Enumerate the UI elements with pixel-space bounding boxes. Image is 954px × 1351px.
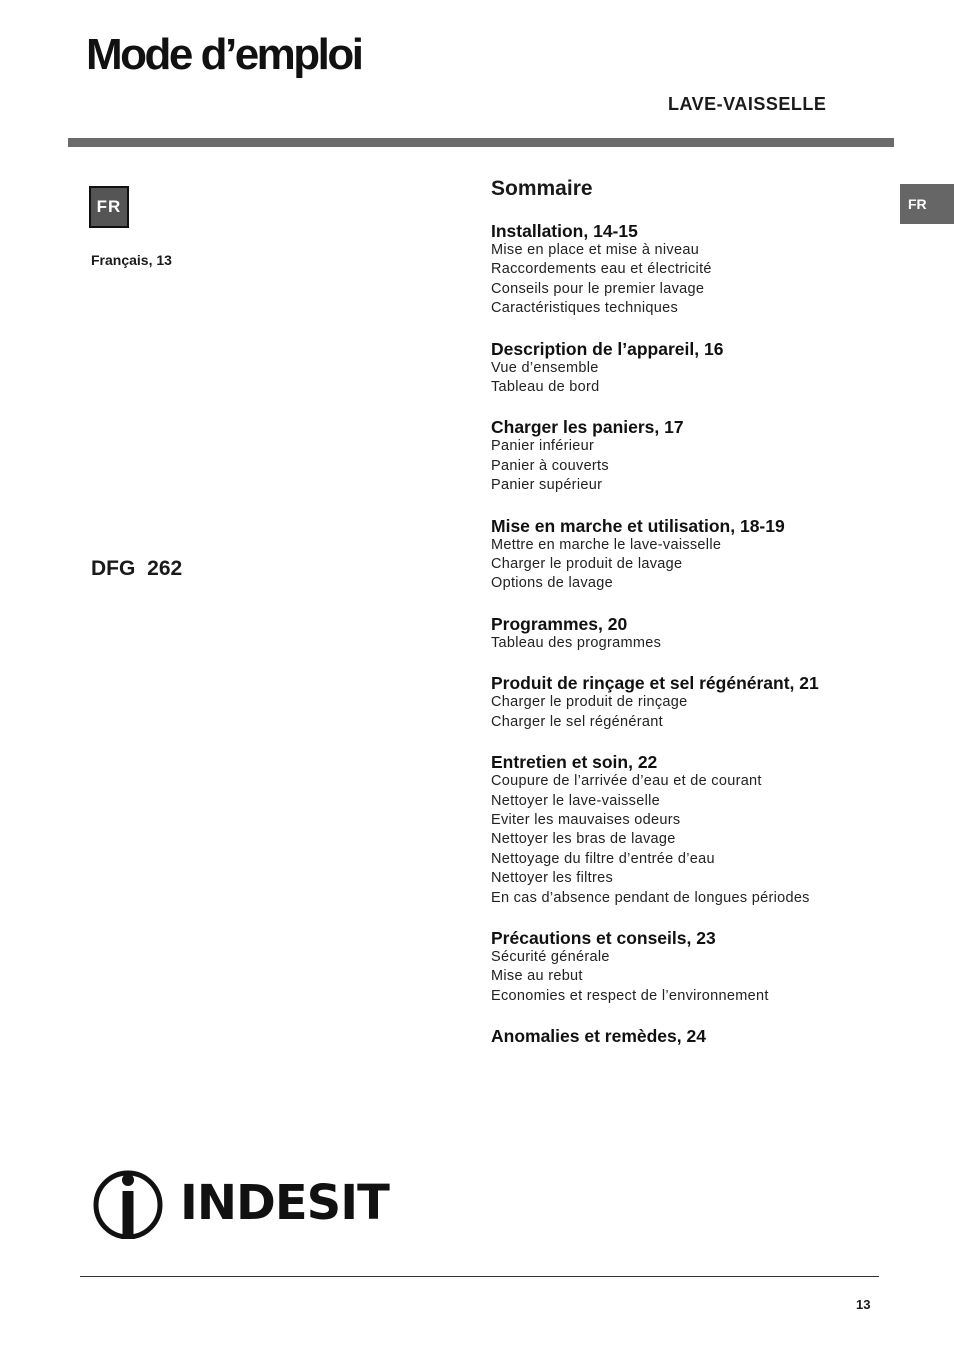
toc-section-title[interactable]: Programmes, 20: [491, 613, 628, 634]
toc-section: [491, 339, 911, 398]
language-link[interactable]: Français, 13: [91, 252, 172, 268]
toc-item[interactable]: Charger le produit de lavage: [491, 556, 683, 573]
toc-item[interactable]: Nettoyer les filtres: [491, 870, 614, 887]
toc-item[interactable]: Charger le produit de rinçage: [491, 694, 688, 711]
toc-item[interactable]: Nettoyer les bras de lavage: [491, 831, 676, 848]
toc-item[interactable]: Coupure de l’arrivée d’eau et de courant: [491, 773, 762, 790]
toc-item[interactable]: Nettoyage du filtre d’entrée d’eau: [491, 850, 715, 867]
toc-item[interactable]: Caractéristiques techniques: [491, 300, 679, 317]
toc-section-title[interactable]: Produit de rinçage et sel régénérant, 21: [491, 673, 819, 694]
page-title: Mode d’emploi: [86, 30, 362, 79]
toc-item[interactable]: Vue d’ensemble: [491, 359, 599, 376]
brand-logo-text: INDESIT: [180, 1175, 389, 1231]
toc-item[interactable]: Tableau des programmes: [491, 634, 662, 651]
toc-section: [491, 1026, 911, 1046]
toc-item[interactable]: Economies et respect de l’environnement: [491, 987, 769, 1004]
toc-item[interactable]: Eviter les mauvaises odeurs: [491, 811, 681, 828]
toc-item[interactable]: Mise en place et mise à niveau: [491, 242, 700, 258]
toc-item[interactable]: Raccordements eau et électricité: [491, 261, 712, 278]
toc-item[interactable]: Nettoyer le lave-vaisselle: [491, 792, 660, 809]
toc-item[interactable]: Sécurité générale: [491, 948, 610, 965]
toc-section-title[interactable]: Mise en marche et utilisation, 18-19: [491, 515, 785, 536]
header-divider: [68, 138, 894, 147]
toc-section-title[interactable]: Précautions et conseils, 23: [491, 927, 716, 948]
language-badge: FR: [89, 186, 129, 228]
toc-section: [491, 221, 911, 319]
model-name: DFG 262: [91, 557, 183, 580]
toc-heading: Sommaire: [491, 177, 593, 200]
toc-section: [491, 928, 911, 1006]
toc-section-title[interactable]: Entretien et soin, 22: [491, 752, 658, 773]
toc-section-title[interactable]: Charger les paniers, 17: [491, 417, 684, 438]
toc-item[interactable]: Mise au rebut: [491, 968, 583, 985]
toc-item[interactable]: Panier inférieur: [491, 438, 595, 455]
toc-section: [491, 614, 911, 653]
product-type: LAVE-VAISSELLE: [668, 94, 827, 114]
toc-section: [491, 752, 911, 908]
table-of-contents: [491, 176, 911, 1066]
toc-section: [491, 516, 911, 594]
toc-section-title[interactable]: Description de l’appareil, 16: [491, 338, 724, 359]
toc-sections: [491, 221, 911, 1046]
toc-item[interactable]: Panier à couverts: [491, 457, 609, 474]
toc-item[interactable]: En cas d’absence pendant de longues périodes: [491, 889, 810, 906]
toc-item[interactable]: Tableau de bord: [491, 379, 600, 396]
toc-item[interactable]: Options de lavage: [491, 575, 613, 592]
toc-item[interactable]: Conseils pour le premier lavage: [491, 280, 705, 297]
brand-logo: [92, 1167, 389, 1244]
language-side-tab: FR: [900, 184, 954, 224]
toc-item[interactable]: Panier supérieur: [491, 477, 603, 494]
toc-section: [491, 673, 911, 732]
toc-item[interactable]: Mettre en marche le lave-vaisselle: [491, 536, 722, 553]
footer-divider: [80, 1276, 879, 1277]
page-number: 13: [856, 1297, 871, 1312]
toc-section-title[interactable]: Anomalies et remèdes, 24: [491, 1026, 706, 1047]
toc-section-title[interactable]: Installation, 14-15: [491, 221, 638, 241]
toc-item[interactable]: Charger le sel régénérant: [491, 713, 663, 730]
toc-section: [491, 417, 911, 495]
